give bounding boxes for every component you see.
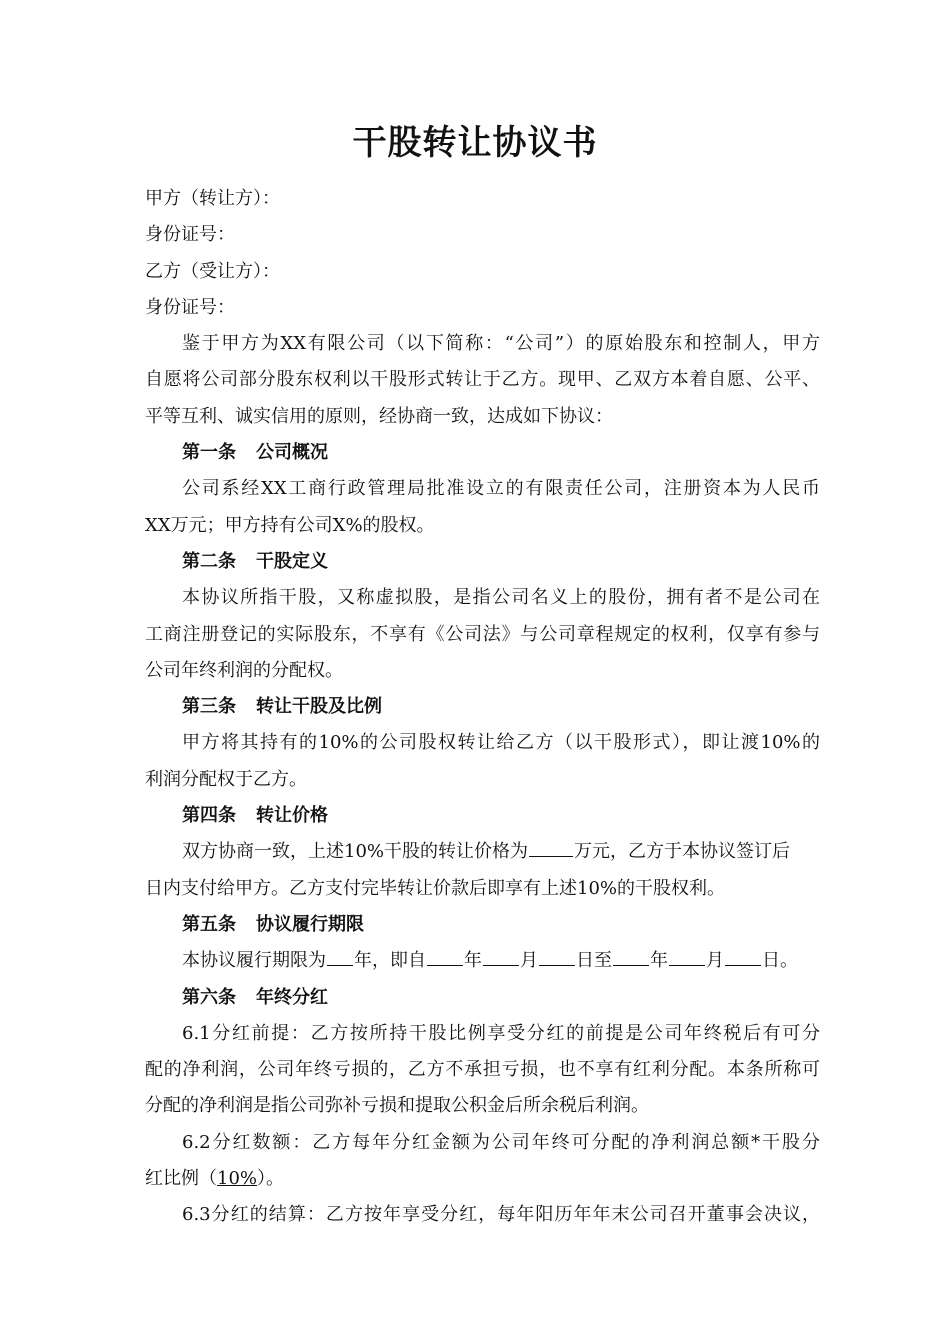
document-title: 干股转让协议书 xyxy=(352,123,598,163)
article-5-text: 月 xyxy=(520,950,538,972)
preamble-line: 平等互利、诚实信用的原则，经协商一致，达成如下协议： xyxy=(145,405,613,427)
article-number: 第六条 xyxy=(182,986,236,1008)
article-title: 公司概况 xyxy=(256,442,328,464)
article-5-text: 本协议履行期限为 xyxy=(182,950,326,972)
dividend-ratio: 10% xyxy=(217,1168,258,1190)
article-title: 协议履行期限 xyxy=(256,913,364,935)
party-b-id-label: 身份证号： xyxy=(145,296,235,318)
clause-6-1-line: 6.1分红前提：乙方按所持干股比例享受分红的前提是公司年终税后有可分 xyxy=(182,1022,820,1044)
preamble-line: 自愿将公司部分股东权利以干股形式转让于乙方。现甲、乙双方本着自愿、公平、 xyxy=(145,369,820,391)
article-number: 第三条 xyxy=(182,696,236,718)
clause-6-2-line: 6.2分红数额：乙方每年分红金额为公司年终可分配的净利润总额*干股分 xyxy=(182,1131,820,1153)
end-year-blank[interactable] xyxy=(613,947,649,966)
article-1-line: 公司系经XX工商行政管理局批准设立的有限责任公司，注册资本为人民币 xyxy=(182,478,820,500)
article-5-text: 月 xyxy=(706,950,724,972)
article-6-heading xyxy=(145,980,820,1016)
party-a-label: 甲方（转让方）： xyxy=(145,188,280,209)
end-day-blank[interactable] xyxy=(725,947,761,966)
article-5-text: 年，即自 xyxy=(354,950,426,972)
clause-6-1-line: 分配的净利润是指公司弥补亏损和提取公积金后所余税后利润。 xyxy=(145,1095,649,1117)
start-month-blank[interactable] xyxy=(483,947,519,966)
article-2-line: 工商注册登记的实际股东，不享有《公司法》与公司章程规定的权利，仅享有参与 xyxy=(145,623,820,645)
article-number: 第一条 xyxy=(182,442,236,464)
article-5-text: 日。 xyxy=(762,950,798,972)
clause-6-2-line xyxy=(145,1161,820,1197)
end-month-blank[interactable] xyxy=(669,947,705,966)
article-number: 第二条 xyxy=(182,550,236,572)
article-number: 第五条 xyxy=(182,913,236,935)
article-4-text: 万元，乙方于本协议签订后 xyxy=(574,841,791,863)
article-4-line xyxy=(145,834,820,870)
article-2-line: 本协议所指干股，又称虚拟股，是指公司名义上的股份，拥有者不是公司在 xyxy=(182,587,820,609)
start-day-blank[interactable] xyxy=(539,947,575,966)
article-3-line: 甲方将其持有的10%的公司股权转让给乙方（以干股形式），即让渡10%的 xyxy=(182,732,820,754)
start-year-blank[interactable] xyxy=(427,947,463,966)
clause-6-2-text: 红比例（ xyxy=(145,1168,217,1190)
clause-6-1-line: 配的净利润，公司年终亏损的，乙方不承担亏损，也不享有红利分配。本条所称可 xyxy=(145,1059,820,1081)
article-number: 第四条 xyxy=(182,805,236,827)
document-body xyxy=(145,181,820,1234)
party-b-label: 乙方（受让方）： xyxy=(145,260,280,282)
term-years-blank[interactable] xyxy=(327,947,353,966)
party-a-id-label: 身份证号： xyxy=(145,224,235,246)
article-4-text: 双方协商一致，上述10%干股的转让价格为 xyxy=(182,841,529,863)
article-3-line: 利润分配权于乙方。 xyxy=(145,768,307,790)
article-title: 年终分红 xyxy=(256,986,328,1008)
clause-6-3-line: 6.3分红的结算：乙方按年享受分红，每年阳历年年末公司召开董事会决议， xyxy=(182,1204,820,1226)
article-5-text: 年 xyxy=(464,950,482,972)
article-4-heading xyxy=(145,798,820,834)
article-2-line: 公司年终利润的分配权。 xyxy=(145,659,343,681)
article-5-heading xyxy=(145,907,820,943)
clause-6-2-text: ）。 xyxy=(257,1168,285,1190)
article-1-heading xyxy=(145,435,820,471)
article-1-line: XX万元；甲方持有公司X%的股权。 xyxy=(145,514,435,536)
article-2-heading xyxy=(145,544,820,580)
price-blank[interactable] xyxy=(529,838,573,857)
article-title: 转让价格 xyxy=(256,805,328,827)
article-title: 干股定义 xyxy=(256,550,328,572)
article-5-line xyxy=(145,943,820,979)
article-4-line: 日内支付给甲方。乙方支付完毕转让价款后即享有上述10%的干股权利。 xyxy=(145,877,726,899)
article-5-text: 日至 xyxy=(576,950,612,972)
article-title: 转让干股及比例 xyxy=(256,696,382,718)
article-5-text: 年 xyxy=(650,950,668,972)
preamble-line: 鉴于甲方为XX有限公司（以下简称：“公司”）的原始股东和控制人，甲方 xyxy=(182,333,820,355)
article-3-heading xyxy=(145,689,820,725)
